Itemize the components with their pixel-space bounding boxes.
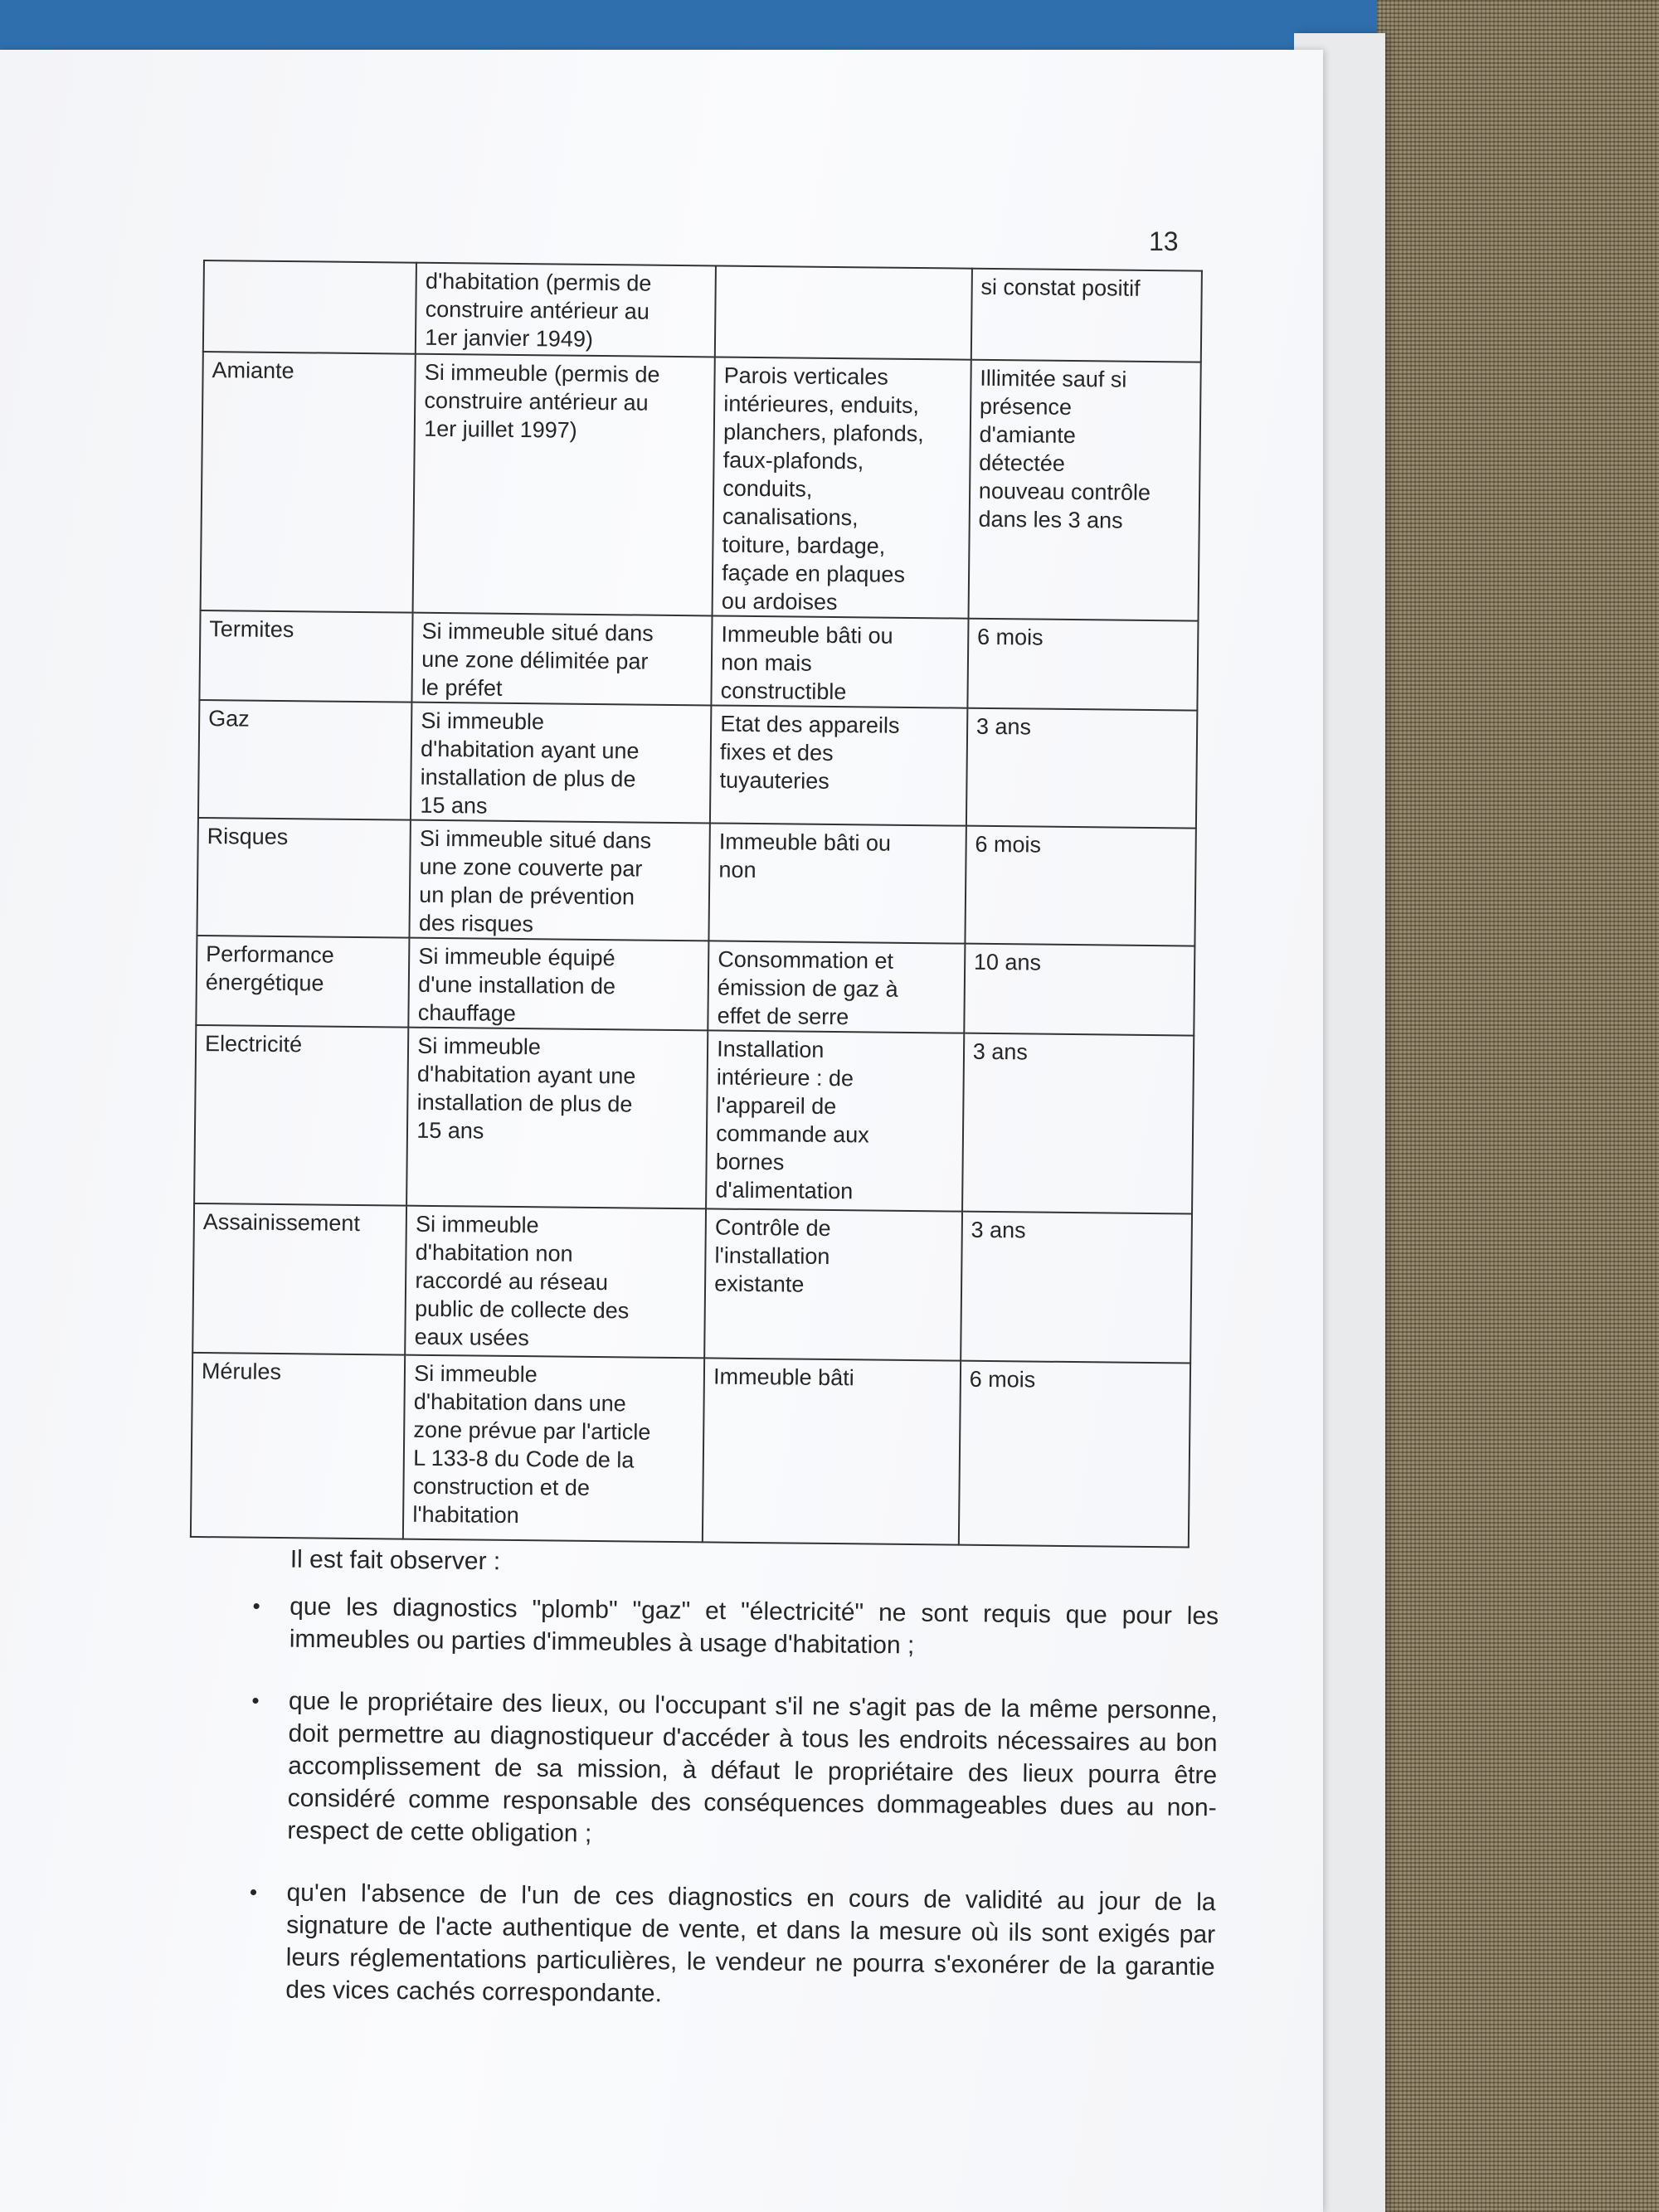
table-cell-scope: Installation intérieure : de l'appareil de commande aux bornes d'alimentation [706,1030,964,1211]
table-cell-diagnostic: Performance énergétique [196,936,409,1028]
table-cell-diagnostic: Amiante [201,352,416,613]
table-cell-condition: Si immeuble d'habitation ayant une installation de plus de 15 ans [411,702,711,824]
bullet-icon: • [249,1879,258,1905]
bullet-icon: • [251,1688,260,1714]
notes-section [236,1543,1219,2045]
table-cell-scope [715,265,972,359]
table-cell-scope: Immeuble bâti ou non mais constructible [712,615,969,707]
list-item [240,1590,1219,1665]
table-row [196,936,1194,1036]
notes-intro: Il est fait observer : [289,1545,501,1576]
table-cell-diagnostic: Risques [197,818,411,938]
table-cell-condition: Si immeuble d'habitation dans une zone prévue par l'article L 133-8 du Code de la construction et de l'habitation [403,1355,704,1543]
table-cell-condition: d'habitation (permis de construire antérieur au 1er janvier 1949) [416,263,716,357]
table-cell-validity: 6 mois [959,1361,1191,1548]
table-cell-scope: Immeuble bâti ou non [709,823,966,943]
table-row [194,1025,1194,1214]
table-cell-diagnostic: Gaz [198,700,412,820]
table-row [201,352,1201,621]
table-row [198,700,1197,829]
list-item [237,1685,1218,1856]
list-item [236,1876,1216,2015]
table-cell-validity: Illimitée sauf si présence d'amiante détectée nouveau contrôle dans les 3 ans [968,360,1200,621]
table-cell-scope: Parois verticales intérieures, enduits, planchers, plafonds, faux-plafonds, conduits, canalisations, toiture, bardage, façade en plaques ou ardoises [713,357,971,618]
list-item-text: que les diagnostics "plomb" "gaz" et "électricité" ne sont requis que pour les immeubles ou parties d'immeubles à usage d'habitation ; [289,1592,1219,1660]
table-cell-diagnostic: Electricité [194,1025,409,1206]
table-cell-condition: Si immeuble équipé d'une installation de chauffage [409,938,709,1031]
bullet-icon: • [252,1593,260,1619]
table-cell-scope: Etat des appareils fixes et des tuyauteries [710,705,967,825]
notes-list [236,1590,1219,2015]
table-row [192,1203,1192,1364]
table-cell-scope: Contrôle de l'installation existante [704,1208,961,1360]
table-cell-diagnostic: Assainissement [192,1203,406,1355]
table-row [203,260,1202,362]
table-cell-validity: 3 ans [966,708,1198,829]
table-cell-validity: si constat positif [971,269,1202,362]
list-item-text: qu'en l'absence de l'un de ces diagnostics en cours de validité au jour de la signature de l'acte authentique de vente, et dans la mesure où ils sont exigés par leurs réglementations particulières, le vendeur ne pourra s'exonérer de la garantie des vices cachés correspondante. [285,1879,1216,2008]
table-cell-condition: Si immeuble situé dans une zone délimitée par le préfet [412,613,713,706]
burlap-background [1377,0,1659,2212]
table-cell-diagnostic [203,260,416,354]
table-cell-scope: Immeuble bâti [703,1358,961,1544]
table-cell-validity: 6 mois [967,619,1198,711]
table-cell-diagnostic: Mérules [191,1353,406,1539]
table-cell-diagnostic: Termites [199,610,412,702]
table-row [197,818,1195,946]
diagnostics-table [190,260,1203,1548]
table-cell-validity: 3 ans [962,1033,1194,1214]
table-cell-validity: 10 ans [964,944,1194,1036]
table-cell-validity: 6 mois [965,826,1196,946]
table-cell-condition: Si immeuble (permis de construire antérieur au 1er juillet 1997) [413,354,715,616]
table-cell-scope: Consommation et émission de gaz à effet de serre [708,941,965,1033]
table-cell-condition: Si immeuble d'habitation ayant une installation de plus de 15 ans [406,1028,708,1209]
table-cell-condition: Si immeuble d'habitation non raccordé au réseau public de collecte des eaux usées [405,1206,706,1359]
table-row [191,1353,1190,1548]
list-item-text: que le propriétaire des lieux, ou l'occupant s'il ne s'agit pas de la même personne, doit permettre au diagnostiqueur d'accéder à tous les endroits nécessaires au bon accomplissement de sa mission, à défaut le propriétaire des lieux pourra être considéré comme responsable des conséquences dommageables dues au non-respect de cette obligation ; [287,1687,1219,1848]
table-row [199,610,1198,711]
table-cell-condition: Si immeuble situé dans une zone couverte par un plan de prévention des risques [410,820,710,941]
page-number: 13 [1149,226,1179,256]
table-cell-validity: 3 ans [961,1212,1192,1364]
